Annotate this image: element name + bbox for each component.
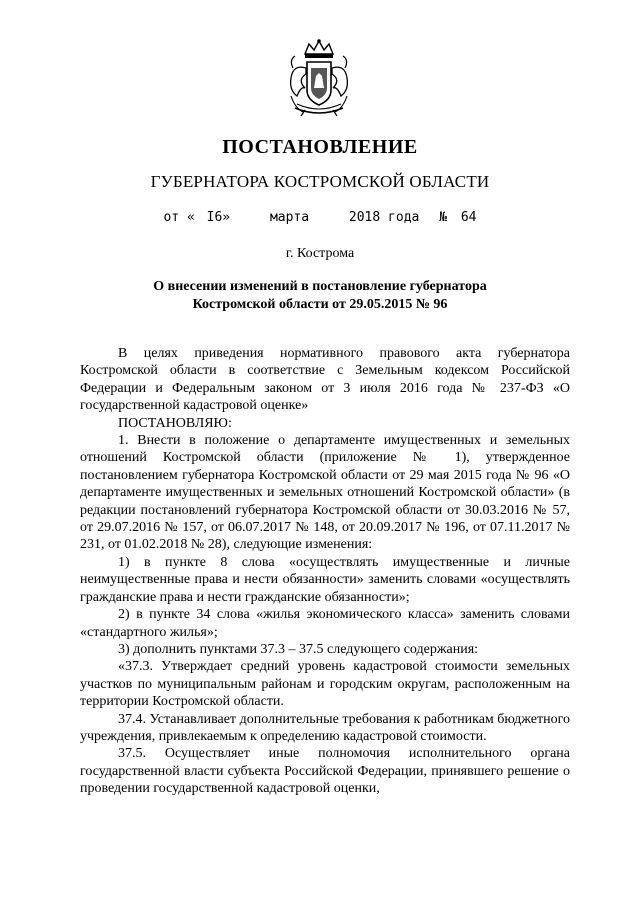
heading-line-2: Костромской области от 29.05.2015 № 96 <box>192 297 448 312</box>
paragraph-resolve: ПОСТАНОВЛЯЮ: <box>118 415 232 431</box>
document-number: 64 <box>460 210 477 225</box>
paragraph-subitem-2: 2) в пункте 34 слова «жилья экономического класса» заменить словами «стандартного жилья»; <box>80 607 570 640</box>
paragraph-37-4: 37.4. Устанавливает дополнительные требования к работникам бюджетного учреждения, привлекаемым к определению кадастровой стоимости. <box>80 711 570 744</box>
paragraph-37-5: 37.5. Осуществляет иные полномочия исполнительного органа государственной власти субъекта Российской Федерации, принявшего решение о проведении государственной кадастровой оценки, <box>80 746 570 797</box>
document-title: ПОСТАНОВЛЕНИЕ <box>222 136 418 158</box>
date-day: I6» <box>206 210 231 225</box>
paragraph-subitem-1: 1) в пункте 8 слова «осуществлять имущественные и личные неимущественные права и нести обязанности» заменить словами «осуществлять гражданские права и нести гражданские обязанности»; <box>80 554 570 605</box>
paragraph-preamble: В целях приведения нормативного правового акта губернатора Костромской области в соответствие с Земельным кодексом Российской Федерации и Федеральным законом от 3 июля 2016 года № 237-ФЗ «О государственной кадастровой оценке» <box>80 346 570 414</box>
paragraph-subitem-3: 3) дополнить пунктами 37.3 – 37.5 следующего содержания: <box>118 641 479 657</box>
date-month: марта <box>269 210 310 225</box>
date-number-line <box>0 210 640 225</box>
city-line: г. Кострома <box>285 246 355 261</box>
paragraph-item-1: 1. Внести в положение о департаменте имущественных и земельных отношений Костромской области (приложение № 1), утвержденное постановлением губернатора Костромской области от 29 мая 2015 года № 96 «О департаменте имущественных и земельных отношений Костромской области» (в редакции постановлений губернатора Костромской области от 30.03.2016 № 57, от 29.07.2016 № 157, от 06.07.2017 № 148, от 20.09.2017 № 196, от 07.11.2017 № 231, от 01.02.2018 № 28), следующие изменения: <box>80 433 570 553</box>
coat-of-arms-icon <box>283 38 355 128</box>
document-body <box>80 345 570 798</box>
heading-line-1: О внесении изменений в постановление губернатора <box>153 279 487 294</box>
document-heading <box>0 278 640 314</box>
paragraph-37-3: «37.3. Утверждает средний уровень кадастровой стоимости земельных участков по муниципальным районам и городским округам, расположенным на территории Костромской области. <box>80 659 570 710</box>
date-year: 2018 года <box>348 210 420 225</box>
issuer-line: ГУБЕРНАТОРА КОСТРОМСКОЙ ОБЛАСТИ <box>150 172 490 191</box>
date-prefix: от « <box>163 210 195 225</box>
number-sign: № <box>439 210 448 225</box>
